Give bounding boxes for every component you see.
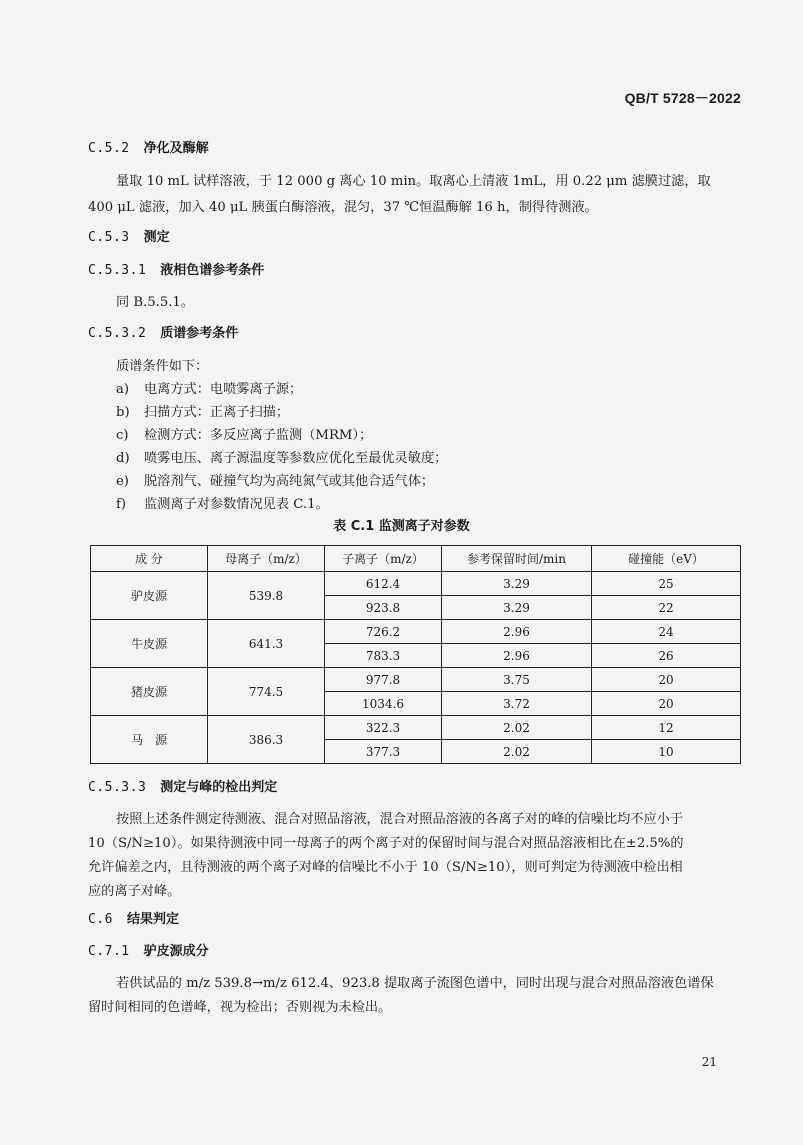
list-item — [116, 493, 329, 512]
section-heading-c553 — [88, 226, 170, 245]
daughter-ion-cell: 726.2 — [325, 620, 442, 644]
paragraph-line: 10（S/N≥10）。如果待测液中同一母离子的两个离子对的保留时间与混合对照品溶液相比在±2.5%的 — [88, 836, 684, 851]
section-title: 净化及酶解 — [143, 141, 209, 156]
section-number: C.7.1 — [88, 944, 130, 959]
parent-ion-cell: 641.3 — [208, 620, 325, 668]
list-marker: d) — [116, 451, 130, 466]
paragraph-line: 若供试品的 m/z 539.8→m/z 612.4、923.8 提取离子流图色谱中，同时出现与混合对照品溶液色谱保 — [116, 976, 714, 991]
section-number: C.5.3.1 — [88, 263, 147, 278]
collision-energy-cell: 10 — [592, 740, 741, 764]
component-cell: 猪皮源 — [91, 668, 208, 716]
list-item — [116, 470, 434, 489]
list-text: 扫描方式：正离子扫描； — [144, 405, 290, 420]
retention-time-cell: 2.02 — [442, 716, 592, 740]
section-heading-c71 — [88, 940, 209, 959]
section-heading-c552 — [88, 137, 209, 156]
section-number: C.5.3.3 — [88, 780, 147, 795]
section-heading-c5532 — [88, 322, 238, 341]
list-item — [116, 401, 289, 420]
section-title: 测定 — [143, 230, 170, 245]
section-title: 驴皮源成分 — [143, 944, 209, 959]
daughter-ion-cell: 923.8 — [325, 596, 442, 620]
daughter-ion-cell: 377.3 — [325, 740, 442, 764]
list-marker: b) — [116, 405, 130, 420]
section-heading-c5533 — [88, 776, 277, 795]
list-text: 检测方式：多反应离子监测（MRM）； — [144, 428, 373, 443]
component-cell: 牛皮源 — [91, 620, 208, 668]
section-number: C.5.3.2 — [88, 326, 147, 341]
collision-energy-cell: 26 — [592, 644, 741, 668]
table-row — [91, 716, 741, 740]
collision-energy-cell: 24 — [592, 620, 741, 644]
daughter-ion-cell: 322.3 — [325, 716, 442, 740]
paragraph-line: 留时间相同的色谱峰，视为检出；否则视为未检出。 — [88, 1000, 392, 1015]
list-marker: e) — [116, 474, 129, 489]
list-text: 脱溶剂气、碰撞气均为高纯氮气或其他合适气体； — [144, 474, 435, 489]
component-cell: 驴皮源 — [91, 572, 208, 620]
daughter-ion-cell: 783.3 — [325, 644, 442, 668]
section-title: 质谱参考条件 — [160, 326, 239, 341]
list-marker: c) — [116, 428, 129, 443]
section-title: 结果判定 — [126, 912, 179, 927]
list-item — [116, 424, 372, 443]
list-item — [116, 378, 302, 397]
retention-time-cell: 3.75 — [442, 668, 592, 692]
paragraph-line: 质谱条件如下： — [116, 359, 209, 374]
component-cell: 马 源 — [91, 716, 208, 764]
parent-ion-cell: 386.3 — [208, 716, 325, 764]
table-row — [91, 572, 741, 596]
daughter-ion-cell: 977.8 — [325, 668, 442, 692]
list-text: 电离方式：电喷雾离子源； — [144, 382, 303, 397]
retention-time-cell: 3.29 — [442, 596, 592, 620]
collision-energy-cell: 22 — [592, 596, 741, 620]
ion-pair-table — [90, 545, 741, 764]
parent-ion-cell: 774.5 — [208, 668, 325, 716]
daughter-ion-cell: 612.4 — [325, 572, 442, 596]
column-header: 母离子（m/z） — [208, 546, 325, 572]
collision-energy-cell: 20 — [592, 668, 741, 692]
table-row — [91, 668, 741, 692]
retention-time-cell: 3.29 — [442, 572, 592, 596]
section-title: 测定与峰的检出判定 — [160, 780, 278, 795]
section-number: C.5.2 — [88, 141, 130, 156]
section-title: 液相色谱参考条件 — [160, 263, 265, 278]
paragraph-line: 同 B.5.5.1。 — [116, 295, 195, 310]
retention-time-cell: 2.96 — [442, 644, 592, 668]
column-header: 碰撞能（eV） — [592, 546, 741, 572]
daughter-ion-cell: 1034.6 — [325, 692, 442, 716]
column-header: 成 分 — [91, 546, 208, 572]
parent-ion-cell: 539.8 — [208, 572, 325, 620]
paragraph-line: 量取 10 mL 试样溶液，于 12 000 g 离心 10 min。取离心上清液 1mL，用 0.22 μm 滤膜过滤，取 — [116, 174, 711, 189]
paragraph-line: 400 μL 滤液，加入 40 μL 胰蛋白酶溶液，混匀，37 ℃恒温酶解 16 h，制得待测液。 — [88, 200, 598, 215]
section-heading-c5531 — [88, 259, 264, 278]
collision-energy-cell: 20 — [592, 692, 741, 716]
retention-time-cell: 2.96 — [442, 620, 592, 644]
collision-energy-cell: 12 — [592, 716, 741, 740]
section-number: C.6 — [88, 912, 113, 927]
paragraph-line: 应的离子对峰。 — [88, 884, 181, 899]
list-marker: f) — [116, 497, 127, 512]
table-row — [91, 620, 741, 644]
list-item — [116, 447, 447, 466]
section-number: C.5.3 — [88, 230, 130, 245]
retention-time-cell: 3.72 — [442, 692, 592, 716]
column-header: 参考保留时间/min — [442, 546, 592, 572]
retention-time-cell: 2.02 — [442, 740, 592, 764]
list-marker: a) — [116, 382, 130, 397]
collision-energy-cell: 25 — [592, 572, 741, 596]
column-header: 子离子（m/z） — [325, 546, 442, 572]
paragraph-line: 按照上述条件测定待测液、混合对照品溶液，混合对照品溶液的各离子对的峰的信噪比均不应小于 — [116, 812, 684, 827]
paragraph-line: 允许偏差之内，且待测液的两个离子对峰的信噪比不小于 10（S/N≥10），则可判定为待测液中检出相 — [88, 860, 683, 875]
table-header-row — [91, 546, 741, 572]
section-heading-c6 — [88, 908, 179, 927]
table-title: 表 C.1 监测离子对参数 — [333, 519, 470, 534]
standard-code: QB/T 5728－2022 — [624, 90, 741, 106]
list-text: 监测离子对参数情况见表 C.1。 — [144, 497, 329, 512]
page-number: 21 — [701, 1055, 717, 1069]
list-text: 喷雾电压、离子源温度等参数应优化至最优灵敏度； — [144, 451, 448, 466]
